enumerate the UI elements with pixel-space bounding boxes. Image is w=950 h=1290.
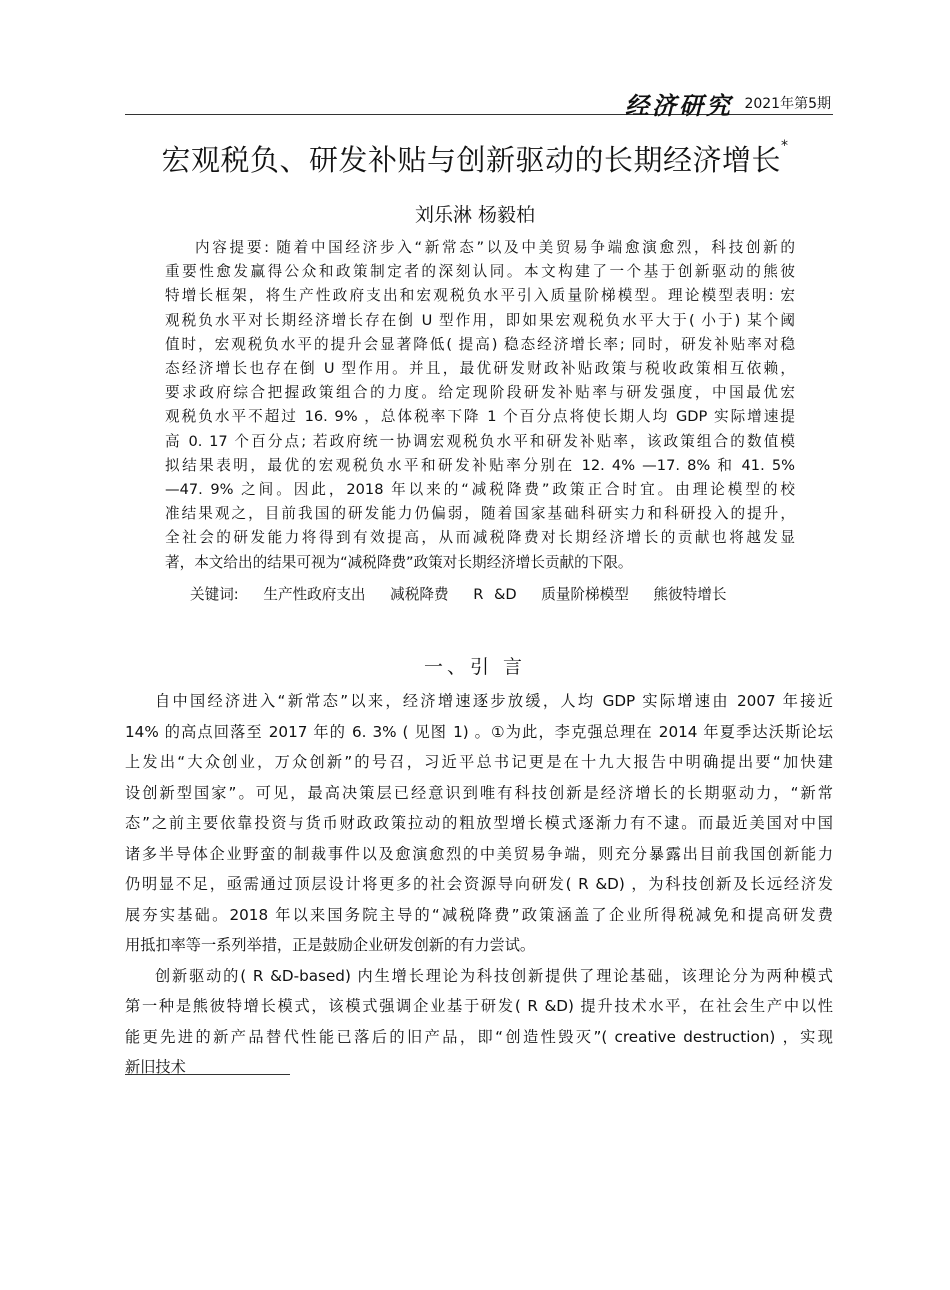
text-line: 特增长框架，将生产性政府支出和宏观税负水平引入质量阶梯模型。理论模型表明: 宏 <box>165 287 795 305</box>
issue-label: 2021年第5期 <box>744 96 831 112</box>
text-line: 14% 的高点回落至 2017 年的 6. 3% ( 见图 1) 。①为此，李克强总理在 2014 年夏季达沃斯论坛 <box>125 722 833 741</box>
text-line: 设创新型国家”。可见，最高决策层已经意识到唯有科技创新是经济增长的长期驱动力，“新常 <box>125 783 833 802</box>
keyword: 生产性政府支出 <box>263 586 366 603</box>
text-line: 值时，宏观税负水平的提升会显著降低( 提高) 稳态经济增长率; 同时，研发补贴率对稳 <box>165 335 795 353</box>
running-header <box>125 86 833 120</box>
abstract <box>165 236 795 575</box>
text-line: 用抵扣率等一系列举措，正是鼓励企业研发创新的有力尝试。 <box>125 936 536 954</box>
text-line: 自中国经济进入“新常态”以来，经济增速逐步放缓，人均 GDP 实际增速由 2007 年接近 <box>155 692 833 710</box>
text-line: 展夯实基础。2018 年以来国务院主导的“减税降费”政策涵盖了企业所得税减免和提高研发费 <box>125 905 833 924</box>
text-line: 高 0. 17 个百分点; 若政府统一协调宏观税负水平和研发补贴率，该政策组合的数值模 <box>165 432 795 450</box>
text-line: 第一种是熊彼特增长模式，该模式强调企业基于研发( R &D) 提升技术水平，在社会生产中以性 <box>125 997 833 1015</box>
title-text: 宏观税负、研发补贴与创新驱动的长期经济增长 <box>161 143 781 177</box>
text-line: 内容提要: 随着中国经济步入“新常态”以及中美贸易争端愈演愈烈，科技创新的 <box>195 239 795 256</box>
text-line: 准结果观之，目前我国的研发能力仍偏弱，随着国家基础科研实力和科研投入的提升， <box>165 505 795 523</box>
body-text <box>125 686 833 1083</box>
text-line: 诸多半导体企业野蛮的制裁事件以及愈演愈烈的中美贸易争端，则充分暴露出目前我国创新能力 <box>125 844 833 863</box>
text-line: 创新驱动的( R &D-based) 内生增长理论为科技创新提供了理论基础，该理论分为两种模式 <box>155 966 833 985</box>
keyword: 减税降费 <box>390 586 449 603</box>
authors: 刘乐淋 杨毅柏 <box>414 204 536 226</box>
paper-title <box>0 138 950 179</box>
text-line: 全社会的研发能力将得到有效提高，从而减税降费对长期经济增长的贡献也将越发显 <box>165 529 795 547</box>
text-line: 重要性愈发赢得公众和政策制定者的深刻认同。本文构建了一个基于创新驱动的熊彼 <box>165 263 795 281</box>
text-line: 新旧技术 <box>125 1058 186 1076</box>
journal-logo: 经济研究 <box>625 91 733 120</box>
text-line: 态经济增长也存在倒 U 型作用。并且，最优研发财政补贴政策与税收政策相互依赖， <box>165 360 795 378</box>
text-line: —47. 9% 之间。因此，2018 年以来的“减税降费”政策正合时宜。由理论模型的校 <box>165 481 795 499</box>
text-line: 观税负水平对长期经济增长存在倒 U 型作用，即如果宏观税负水平大于( 小于) 某个阈 <box>165 311 795 329</box>
text-line: 要求政府综合把握政策组合的力度。给定现阶段研发补贴率与研发强度，中国最优宏 <box>165 384 795 402</box>
keyword: R &D <box>473 586 517 603</box>
text-line: 态”之前主要依靠投资与货币财政政策拉动的粗放型增长模式逐渐力有不逮。而最近美国对中国 <box>125 814 833 832</box>
text-line: 能更先进的新产品替代性能已落后的旧产品，即“创造性毁灭”( creative destruction) ，实现 <box>125 1027 833 1046</box>
text-line: 著，本文给出的结果可视为“减税降费”政策对长期经济增长贡献的下限。 <box>165 553 633 571</box>
section-heading: 一、引 言 <box>423 656 527 678</box>
text-line: 仍明显不足，亟需通过顶层设计将更多的社会资源导向研发( R &D) ，为科技创新及长远经济发 <box>125 875 833 893</box>
keyword: 质量阶梯模型 <box>541 586 629 603</box>
keyword: 熊彼特增长 <box>653 586 727 603</box>
text-line: 观税负水平不超过 16. 9% ，总体税率下降 1 个百分点将使长期人均 GDP 实际增速提 <box>165 408 795 426</box>
text-line: 上发出“大众创业，万众创新”的号召，习近平总书记更是在十九大报告中明确提出要“加快建 <box>125 753 833 771</box>
title-footnote-mark: * <box>781 138 789 154</box>
keywords <box>190 583 740 604</box>
text-line: 拟结果表明，最优的宏观税负水平和研发补贴率分别在 12. 4% —17. 8% 和 41. 5% <box>165 456 795 474</box>
keywords-label: 关键词: <box>190 586 239 603</box>
footnote-divider <box>125 1074 290 1075</box>
